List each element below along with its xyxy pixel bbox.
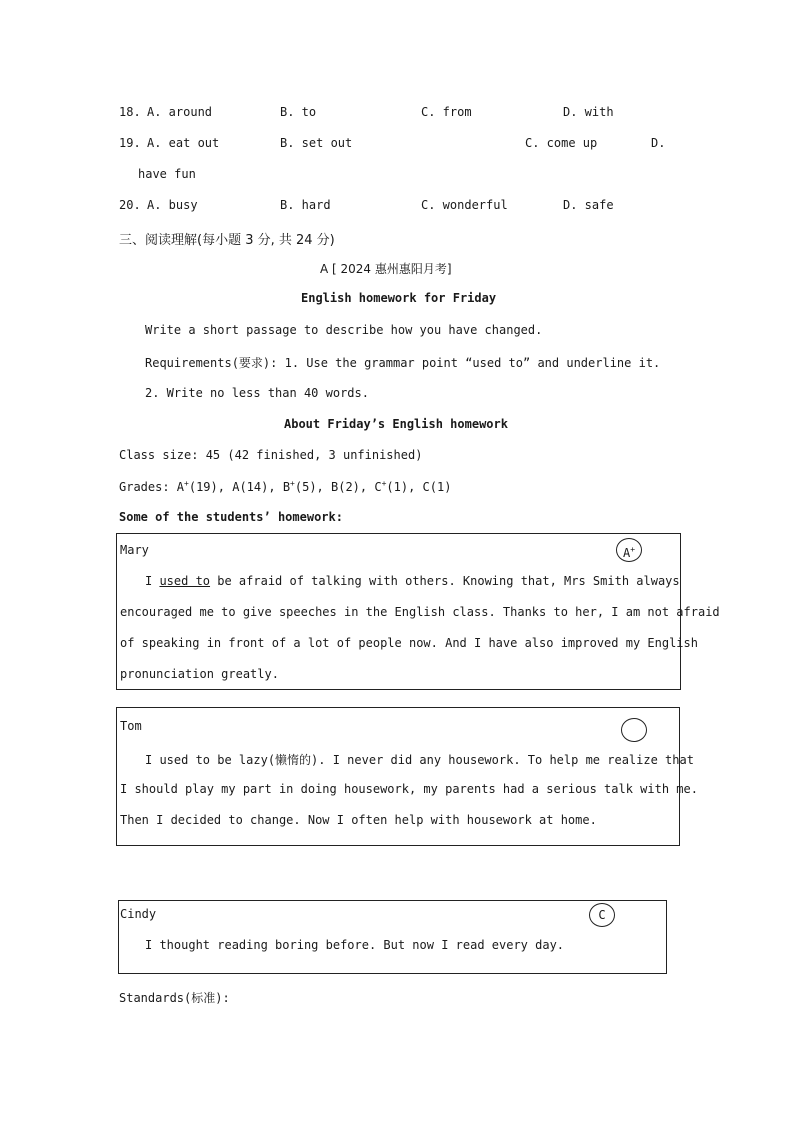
grade-item: A+(19), (176, 479, 233, 494)
homework-line: I used to be lazy(懒惰的). I never did any housework. To help me realize that (145, 753, 694, 767)
grades-label: Grades: (119, 480, 177, 494)
homework-line: I used to be afraid of talking with others. Knowing that, Mrs Smith always (145, 574, 680, 588)
homework-line: encouraged me to give speeches in the English class. Thanks to her, I am not afraid (120, 605, 720, 619)
option-c: C. wonderful (421, 198, 508, 212)
grade-item: A(14), (232, 480, 283, 494)
passage-tag: A [ 2024 惠州惠阳月考] (320, 262, 452, 276)
option-a: A. eat out (147, 136, 220, 150)
grade-item: C(1) (422, 480, 452, 494)
section-heading: 三、阅读理解(每小题 3 分, 共 24 分) (119, 233, 335, 248)
student-name: Mary (120, 543, 149, 557)
option-c: C. come up (525, 136, 598, 150)
grade-circle: A+ (616, 538, 642, 562)
grade-item: C+(1), (374, 479, 423, 494)
grade-circle (621, 718, 647, 742)
option-a: A. busy (147, 198, 198, 212)
class-size: Class size: 45 (42 finished, 3 unfinished) (119, 448, 423, 462)
homework-line: pronunciation greatly. (120, 667, 279, 681)
homework-line: of speaking in front of a lot of people now. And I have also improved my English (120, 636, 698, 650)
option-b: B. to (280, 105, 317, 119)
grade-circle: C (589, 903, 615, 927)
option-d-text: have fun (138, 167, 196, 181)
cindy-homework-box (118, 900, 667, 974)
requirements-line: Requirements(要求): 1. Use the grammar point “used to” and underline it. (145, 356, 661, 370)
standards-label: Standards(标准): (119, 991, 230, 1005)
homework-line: I thought reading boring before. But now I read every day. (145, 938, 565, 952)
question-number: 20. (119, 198, 141, 212)
option-d: D. with (563, 105, 614, 119)
question-number: 18. (119, 105, 141, 119)
task-line: Write a short passage to describe how you have changed. (145, 323, 543, 337)
option-b: B. set out (280, 136, 353, 150)
option-b: B. hard (280, 198, 331, 212)
option-a: A. around (147, 105, 213, 119)
option-d: D. safe (563, 198, 614, 212)
about-title: About Friday’s English homework (284, 417, 508, 431)
option-c: C. from (421, 105, 472, 119)
grade-item: B(2), (331, 480, 375, 494)
students-heading: Some of the students’ homework: (119, 510, 343, 524)
tom-homework-box (116, 707, 698, 846)
option-d: D. (651, 136, 666, 150)
requirement-two: 2. Write no less than 40 words. (145, 386, 369, 400)
mary-homework-box (116, 533, 720, 690)
grades-line (119, 479, 451, 494)
student-name: Tom (120, 719, 142, 733)
student-name: Cindy (120, 907, 157, 921)
question-number: 19. (119, 136, 141, 150)
grade-item: B+(5), (282, 479, 331, 494)
homework-title: English homework for Friday (301, 291, 497, 305)
underlined-grammar: used to (159, 574, 211, 588)
homework-line: I should play my part in doing housework, my parents had a serious talk with me. (120, 782, 698, 796)
homework-line: Then I decided to change. Now I often help with housework at home. (120, 813, 597, 827)
